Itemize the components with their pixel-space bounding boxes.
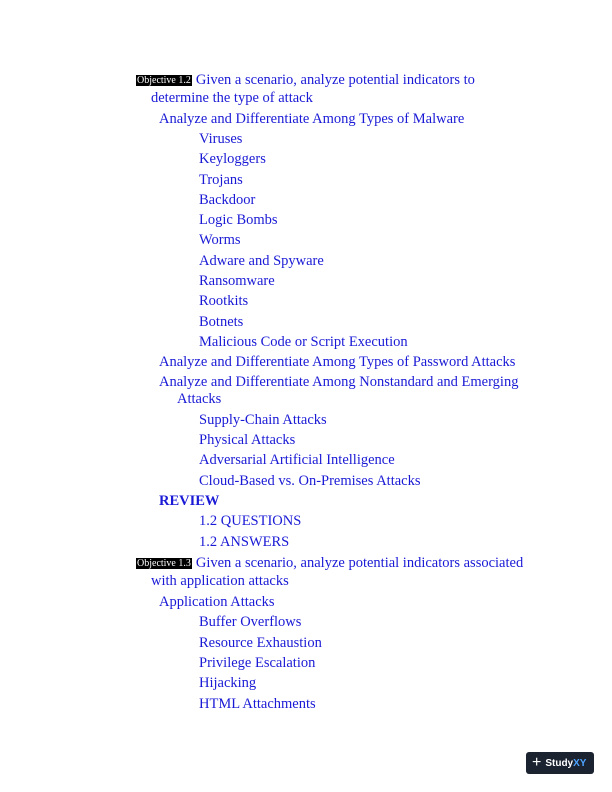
toc-item[interactable]: Rootkits (199, 293, 249, 309)
logo-text-prefix: Study (545, 757, 574, 769)
objective-title-continued[interactable]: determine the type of attack (151, 90, 313, 106)
objective-1-2-heading[interactable] (136, 72, 475, 89)
toc-item[interactable]: Trojans (199, 172, 243, 188)
toc-item[interactable]: Botnets (199, 314, 244, 330)
objective-title: Given a scenario, analyze potential indicators to (195, 72, 475, 88)
logo-text-suffix: XY (573, 757, 587, 769)
toc-item[interactable]: Worms (199, 232, 241, 248)
toc-item[interactable]: 1.2 ANSWERS (199, 534, 290, 550)
objective-1-3-heading[interactable] (136, 555, 523, 572)
toc-item[interactable]: Ransomware (199, 273, 275, 289)
toc-item[interactable]: Resource Exhaustion (199, 635, 322, 651)
objective-title: Given a scenario, analyze potential indicators associated (195, 555, 524, 571)
toc-item[interactable]: Logic Bombs (199, 212, 278, 228)
section-heading-password[interactable]: Analyze and Differentiate Among Types of Password Attacks (159, 354, 516, 370)
toc-item[interactable]: Malicious Code or Script Execution (199, 334, 408, 350)
toc-item[interactable]: Cloud-Based vs. On-Premises Attacks (199, 473, 421, 489)
toc-item[interactable]: Hijacking (199, 675, 257, 691)
objective-title-continued[interactable]: with application attacks (151, 573, 289, 589)
toc-item[interactable]: HTML Attachments (199, 696, 316, 712)
objective-badge: Objective 1.2 (137, 75, 191, 86)
section-heading-application[interactable]: Application Attacks (159, 594, 275, 610)
toc-item[interactable]: Supply-Chain Attacks (199, 412, 327, 428)
section-heading-emerging[interactable]: Analyze and Differentiate Among Nonstandard and Emerging (159, 374, 519, 390)
review-heading[interactable]: REVIEW (159, 493, 220, 509)
studyxy-logo (526, 752, 594, 774)
toc-item[interactable]: Backdoor (199, 192, 256, 208)
section-heading-malware[interactable]: Analyze and Differentiate Among Types of Malware (159, 111, 465, 127)
toc-item[interactable]: Physical Attacks (199, 432, 296, 448)
toc-item[interactable]: Buffer Overflows (199, 614, 302, 630)
toc-item[interactable]: Viruses (199, 131, 243, 147)
plus-icon: + (532, 754, 542, 771)
toc-item[interactable]: Adversarial Artificial Intelligence (199, 452, 395, 468)
toc-item[interactable]: 1.2 QUESTIONS (199, 513, 302, 529)
toc-item[interactable]: Keyloggers (199, 151, 266, 167)
toc-item[interactable]: Privilege Escalation (199, 655, 316, 671)
objective-badge: Objective 1.3 (137, 558, 191, 569)
toc-item[interactable]: Adware and Spyware (199, 253, 324, 269)
section-heading-emerging-continued[interactable]: Attacks (177, 391, 222, 407)
